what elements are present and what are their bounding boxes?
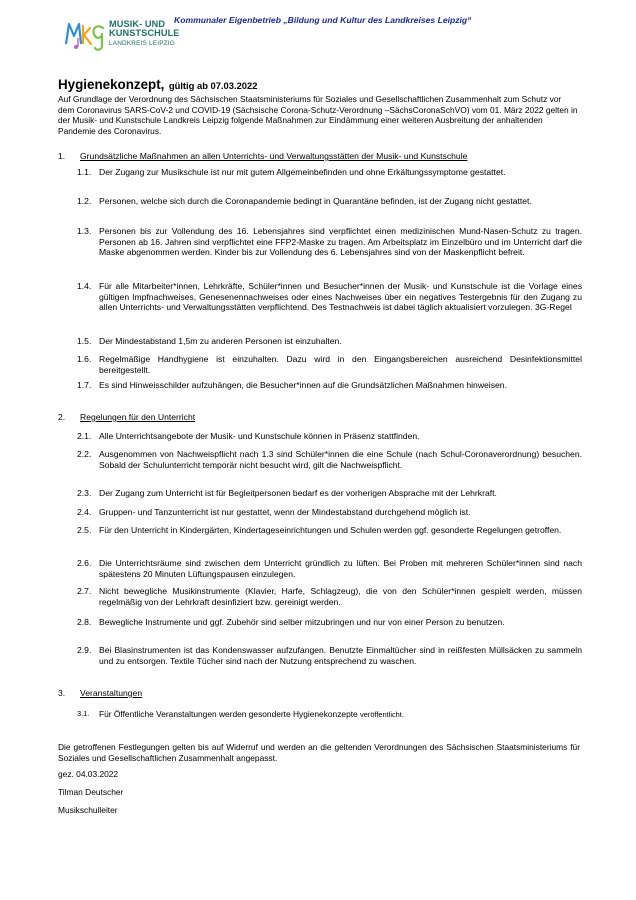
item-text: Der Zugang zum Unterricht ist für Begleitpersonen bedarf es der vorherigen Absprache mit der Lehrkraft. xyxy=(99,488,497,498)
item-text: Es sind Hinweisschilder aufzuhängen, die Besucher*innen auf die Grundsätzlichen Maßnahmen hinweisen. xyxy=(99,380,507,390)
title-validity: gültig ab 07.03.2022 xyxy=(168,80,258,91)
section-number: 3. xyxy=(58,688,66,698)
music-school-logo-mark xyxy=(63,16,107,52)
item-number: 2.7. xyxy=(77,586,92,596)
section-title: Regelungen für den Unterricht xyxy=(80,412,196,422)
item-text: Der Mindestabstand 1,5m zu anderen Personen ist einzuhalten. xyxy=(99,336,342,346)
item-number: 3.1. xyxy=(77,709,90,718)
item-number: 2.1. xyxy=(77,431,92,441)
intro-paragraph: Auf Grundlage der Verordnung des Sächsischen Staatsministeriums für Soziales und Gesellschaftlichen Zusammenhalt zum Schutz vor dem Coronavirus SARS-CoV-2 und COVID-19 (Sächsische Corona-Schutz-Verordnung –SächsCoronaSchVO) vom 01. März 2022 gelten in der Musik- und Kunstschule Landkreis Leipzig folgende Maßnahmen zur Eindämmung einer weiteren Ausbreitung der anhaltenden Pandemie des Coronavirus. xyxy=(58,94,578,136)
item-number: 2.8. xyxy=(77,617,92,627)
item-text: Personen, welche sich durch die Coronapandemie bedingt in Quarantäne befinden, ist der Zugang nicht gestattet. xyxy=(99,196,532,206)
logo-line-1: MUSIK- UND xyxy=(109,19,166,29)
section-number: 1. xyxy=(58,151,66,161)
item-text: Bei Blasinstrumenten ist das Kondenswasser aufzufangen. Benutzte Einmaltücher sind in reißfesten Müllsäcken zu sammeln und zu entsorgen. Textile Tücher sind nach der Nutzung entsprechend zu waschen. xyxy=(99,645,582,666)
section-number: 2. xyxy=(58,412,66,422)
item-text: Ausgenommen von Nachweispflicht nach 1.3 sind Schüler*innen die eine Schule (nach Schul-Coronaverordnung) besuchen. Sobald der Schulunterricht temporär nicht besucht wird, gilt die Nachweispflicht. xyxy=(99,449,582,470)
section-heading xyxy=(58,151,467,162)
item-number: 2.3. xyxy=(77,488,92,498)
logo-line-3: LANDKREIS LEIPZIG xyxy=(109,40,175,47)
item-text: Für den Unterricht in Kindergärten, Kindertageseinrichtungen und Schulen werden ggf. gesonderte Regelungen getroffen. xyxy=(99,525,562,535)
item-text xyxy=(99,709,582,721)
school-logo xyxy=(63,16,183,52)
organization-header: Kommunaler Eigenbetrieb „Bildung und Kultur des Landkreises Leipzig“ xyxy=(174,15,472,25)
section-heading xyxy=(58,688,142,699)
item-number: 2.6. xyxy=(77,558,92,568)
item-number: 1.7. xyxy=(77,380,92,390)
item-number: 1.6. xyxy=(77,354,92,364)
item-text-tail: veröffentlicht. xyxy=(360,710,404,719)
item-text: Der Zugang zur Musikschule ist nur mit gutem Allgemeinbefinden und ohne Erkältungssymptome gestattet. xyxy=(99,167,506,177)
item-text: Personen bis zur Vollendung des 16. Lebensjahres sind verpflichtet einen medizinischen Mund-Nasen-Schutz zu tragen. Personen ab 16. Jahren sind verpflichtet eine FFP2-Maske zu tragen. Am Arbeitsplatz im Einzelbüro und im Unterricht darf die Maske abgenommen werden. Kinder bis zur Vollendung des 6. Lebensjahres sind von der Maskenpflicht befreit. xyxy=(99,226,582,258)
section-title: Veranstaltungen xyxy=(80,688,143,698)
item-text: Für alle Mitarbeiter*innen, Lehrkräfte, Schüler*innen und Besucher*innen der Musik- und Kunstschule ist die Vorlage eines gültigen Impfnachweises, Genesenennachweises oder eines Nachweises über ein negatives Testergebnis für den Zugang zu allen Unterrichts- und Verwaltungsstätten verpflichtend. Des Testnachweis ist dabei täglich aktualisiert vorzulegen. 3G-Regel xyxy=(99,281,582,313)
item-text: Die Unterrichtsräume sind zwischen dem Unterricht gründlich zu lüften. Bei Proben mit mehreren Schüler*innen sind nach spätestens 20 Minuten Lüftungspausen einzulegen. xyxy=(99,558,582,579)
item-text-main: Für Öffentliche Veranstaltungen werden gesonderte Hygienekonzepte xyxy=(99,709,358,719)
signature-date: gez. 04.03.2022 xyxy=(58,769,119,779)
item-number: 1.2. xyxy=(77,196,92,206)
item-number: 1.1. xyxy=(77,167,92,177)
item-number: 1.3. xyxy=(77,226,92,236)
logo-wordmark xyxy=(109,20,180,48)
item-text: Regelmäßige Handhygiene ist einzuhalten. Dazu wird in den Eingangsbereichen ausreichend Desinfektionsmittel bereitgestellt. xyxy=(99,354,582,375)
section-title: Grundsätzliche Maßnahmen an allen Unterrichts- und Verwaltungsstätten der Musik- und Kunstschule xyxy=(80,151,468,161)
item-number: 2.5. xyxy=(77,525,92,535)
item-number: 1.4. xyxy=(77,281,92,291)
signature-name: Tilman Deutscher xyxy=(58,787,124,797)
signature-role: Musikschulleiter xyxy=(58,805,118,815)
title-main: Hygienekonzept, xyxy=(58,77,165,92)
item-text: Nicht bewegliche Musikinstrumente (Klavier, Harfe, Schlagzeug), die von den Schüler*innen gespielt werden, müssen regelmäßig von der Lehrkraft desinfiziert bzw. gereinigt werden. xyxy=(99,586,582,607)
logo-line-2: KUNSTSCHULE xyxy=(109,28,180,38)
item-number: 1.5. xyxy=(77,336,92,346)
document-title xyxy=(58,76,257,94)
item-number: 2.2. xyxy=(77,449,92,459)
item-text: Bewegliche Instrumente und ggf. Zubehör sind selber mitzubringen und nur von einer Person zu benutzen. xyxy=(99,617,505,627)
closing-paragraph: Die getroffenen Festlegungen gelten bis auf Widerruf und werden an die geltenden Verordnungen des Sächsischen Staatsministeriums für Soziales und Gesellschaftlichen Zusammenhalt angepasst. xyxy=(58,742,580,763)
item-number: 2.9. xyxy=(77,645,92,655)
item-text: Alle Unterrichtsangebote der Musik- und Kunstschule können in Präsenz stattfinden. xyxy=(99,431,420,441)
section-heading xyxy=(58,412,195,423)
item-text: Gruppen- und Tanzunterricht ist nur gestattet, wenn der Mindestabstand durchgehend möglich ist. xyxy=(99,507,471,517)
item-number: 2.4. xyxy=(77,507,92,517)
